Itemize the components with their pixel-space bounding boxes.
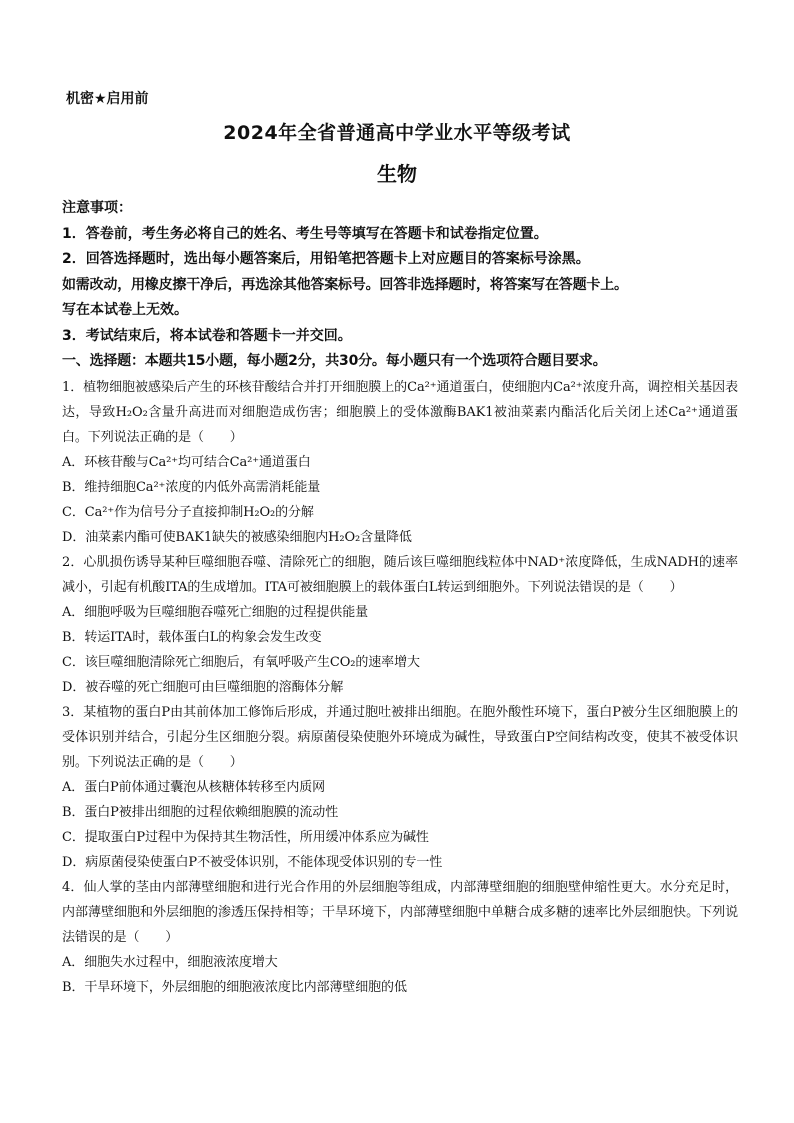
option-a: A．蛋白P前体通过囊泡从核糖体转移至内质网 <box>62 779 326 795</box>
subject-title: 生物 <box>377 162 417 186</box>
question-3 <box>62 700 738 875</box>
instruction-item: 3．考试结束后，将本试卷和答题卡一并交回。 <box>62 327 352 344</box>
option-b: B．蛋白P被排出细胞的过程依赖细胞膜的流动性 <box>62 804 339 820</box>
option-a: A．环核苷酸与Ca²⁺均可结合Ca²⁺通道蛋白 <box>62 454 311 470</box>
option-b: B．转运ITA时，载体蛋白L的构象会发生改变 <box>62 629 322 645</box>
instructions <box>62 196 738 375</box>
exam-body <box>62 196 738 1000</box>
instruction-item: 写在本试卷上无效。 <box>62 302 188 318</box>
option-d: D．油菜素内酯可使BAK1缺失的被感染细胞内H₂O₂含量降低 <box>62 529 412 545</box>
question-stem: 1．植物细胞被感染后产生的环核苷酸结合并打开细胞膜上的Ca²⁺通道蛋白，使细胞内Ca²⁺浓度升高，调控相关基因表达，导致H₂O₂含量升高进而对细胞造成伤害；细胞膜上的受体激酶BAK1被油菜素内酯活化后关闭上述Ca²⁺通道蛋白。下列说法正确的是（ ） <box>62 379 738 445</box>
instructions-heading: 注意事项： <box>62 200 132 216</box>
instruction-item: 1．答卷前，考生务必将自己的姓名、考生号等填写在答题卡和试卷指定位置。 <box>62 225 548 242</box>
question-2 <box>62 550 738 700</box>
option-d: D．被吞噬的死亡细胞可由巨噬细胞的溶酶体分解 <box>62 679 344 695</box>
question-1 <box>62 375 738 550</box>
option-c: C．提取蛋白P过程中为保持其生物活性，所用缓冲体系应为碱性 <box>62 829 429 845</box>
question-stem: 2．心肌损伤诱导某种巨噬细胞吞噬、清除死亡的细胞，随后该巨噬细胞线粒体中NAD⁺浓度降低，生成NADH的速率减小，引起有机酸ITA的生成增加。ITA可被细胞膜上的载体蛋白L转运到细胞外。下列说法错误的是（ ） <box>62 554 738 595</box>
question-stem: 3．某植物的蛋白P由其前体加工修饰后形成，并通过胞吐被排出细胞。在胞外酸性环境下，蛋白P被分生区细胞膜上的受体识别并结合，引起分生区细胞分裂。病原菌侵染使胞外环境成为碱性，导致蛋白P空间结构改变，使其不被受体识别。下列说法正确的是（ ） <box>62 704 738 770</box>
question-4 <box>62 875 738 1000</box>
option-c: C．Ca²⁺作为信号分子直接抑制H₂O₂的分解 <box>62 504 314 520</box>
section-heading: 一、选择题：本题共15小题，每小题2分，共30分。每小题只有一个选项符合题目要求。 <box>62 353 607 369</box>
option-b: B．干旱环境下，外层细胞的细胞液浓度比内部薄壁细胞的低 <box>62 979 407 995</box>
instruction-item: 如需改动，用橡皮擦干净后，再选涂其他答案标号。回答非选择题时，将答案写在答题卡上。 <box>62 276 628 293</box>
instruction-item: 2．回答选择题时，选出每小题答案后，用铅笔把答题卡上对应题目的答案标号涂黑。 <box>62 251 590 267</box>
option-d: D．病原菌侵染使蛋白P不被受体识别，不能体现受体识别的专一性 <box>62 854 443 870</box>
option-c: C．该巨噬细胞清除死亡细胞后，有氧呼吸产生CO₂的速率增大 <box>62 654 420 670</box>
confidential-label: 机密★启用前 <box>66 91 149 107</box>
question-stem: 4．仙人掌的茎由内部薄壁细胞和进行光合作用的外层细胞等组成，内部薄壁细胞的细胞壁伸缩性更大。水分充足时，内部薄壁细胞和外层细胞的渗透压保持相等；干旱环境下，内部薄壁细胞中单糖合成多糖的速率比外层细胞快。下列说法错误的是（ ） <box>62 879 738 945</box>
option-b: B．维持细胞Ca²⁺浓度的内低外高需消耗能量 <box>62 479 321 495</box>
option-a: A．细胞呼吸为巨噬细胞吞噬死亡细胞的过程提供能量 <box>62 604 368 620</box>
exam-title: 2024年全省普通高中学业水平等级考试 <box>223 122 571 144</box>
option-a: A．细胞失水过程中，细胞液浓度增大 <box>62 954 278 970</box>
